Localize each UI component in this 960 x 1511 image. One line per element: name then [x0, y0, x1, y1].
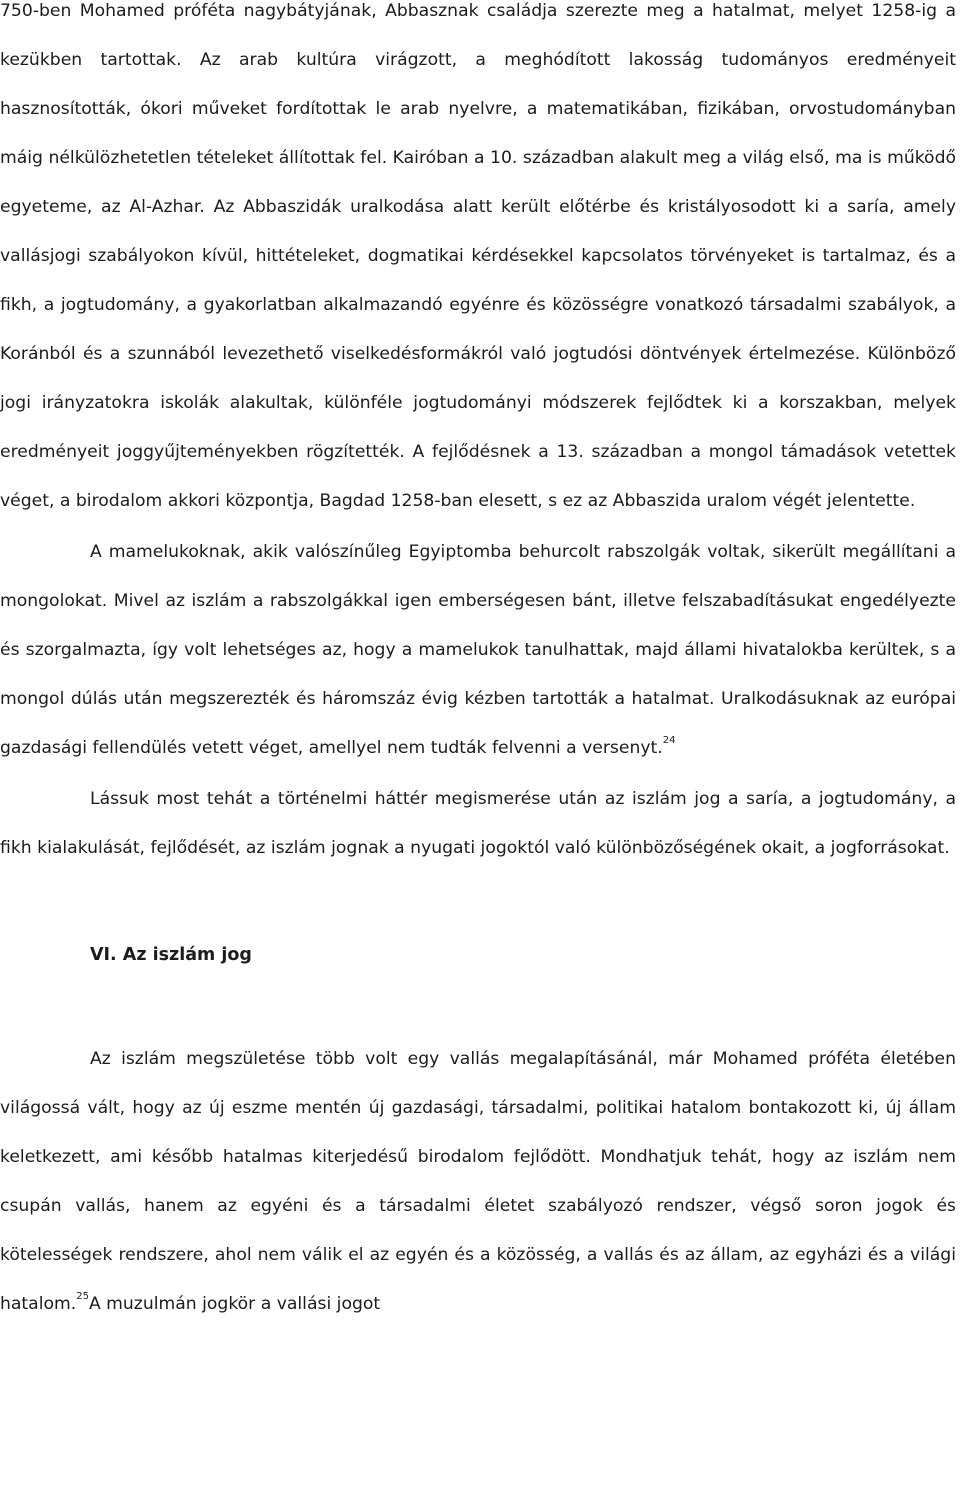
- paragraph-mamluks: [0, 528, 956, 773]
- section-heading: VI. Az iszlám jog: [90, 945, 252, 965]
- footnote-marker[interactable]: 25: [76, 1291, 89, 1302]
- footnote-marker[interactable]: 24: [662, 735, 676, 746]
- paragraph-text: 750-ben Mohamed próféta nagybátyjának, Abbasznak családja szerezte meg a hatalmat, melyet 1258-ig a kezükben tartottak. Az arab kultúra virágzott, a meghódított lakosság tudományos eredményeit hasznosították, ókori műveket fordítottak le arab nyelvre, a matematikában, fizikában, orvostudományban máig nélkülözhetetlen tételeket állítottak fel. Kairóban a 10. században alakult meg a világ első, ma is működő egyeteme, az Al-Azhar. Az Abbaszidák uralkodása alatt került előtérbe és kristályosodott ki a saría, amely vallásjogi szabályokon kívül, hittételeket, dogmatikai kérdésekkel kapcsolatos törvényeket is tartalmaz, és a fikh, a jogtudomány, a gyakorlatban alkalmazandó egyénre és közösségre vonatkozó társadalmi szabályok, a Koránból és a szunnából levezethető viselkedésformákról való jogtudósi döntvények értelmezése. Különböző jogi irányzatokra iskolák alakultak, különféle jogtudományi módszerek fejlődtek ki a korszakban, melyek eredményeit joggyűjteményekben rögzítették. A fejlődésnek a 13. században a mongol támadások vetettek véget, a birodalom akkori központja, Bagdad 1258-ban elesett, s ez az Abbaszida uralom végét jelentette.: [0, 1, 956, 511]
- paragraph-text: Az iszlám megszületése több volt egy vallás megalapításánál, már Mohamed próféta életében világossá vált, hogy az új eszme mentén új gazdasági, társadalmi, politikai hatalom bontakozott ki, új állam keletkezett, ami később hatalmas kiterjedésű birodalom fejlődött. Mondhatjuk tehát, hogy az iszlám nem csupán vallás, hanem az egyéni és a társadalmi életet szabályozó rendszer, végső soron jogok és kötelességek rendszere, ahol nem válik el az egyén és a közösség, a vallás és az állam, az egyházi és a világi hatalom.: [0, 1049, 956, 1314]
- paragraph-islamic-law: [0, 1035, 956, 1329]
- paragraph-continuation: A muzulmán jogkör a vallási jogot: [88, 1294, 381, 1314]
- paragraph-text: A mamelukoknak, akik valószínűleg Egyiptomba behurcolt rabszolgák voltak, sikerült megállítani a mongolokat. Mivel az iszlám a rabszolgákkal igen emberségesen bánt, illetve felszabadításukat engedélyezte és szorgalmazta, így volt lehetséges az, hogy a mamelukok tanulhattak, majd állami hivatalokba kerültek, s a mongol dúlás után megszerezték és háromszáz évig kézben tartották a hatalmat. Uralkodásuknak az európai gazdasági fellendülés vetett véget, amellyel nem tudták felvenni a versenyt.: [0, 542, 956, 758]
- paragraph-intro: [0, 775, 956, 873]
- paragraph-text: Lássuk most tehát a történelmi háttér megismerése után az iszlám jog a saría, a jogtudomány, a fikh kialakulását, fejlődését, az iszlám jognak a nyugati jogoktól való különbözőségének okait, a jogforrásokat.: [0, 789, 956, 858]
- paragraph-abbasid: [0, 0, 956, 526]
